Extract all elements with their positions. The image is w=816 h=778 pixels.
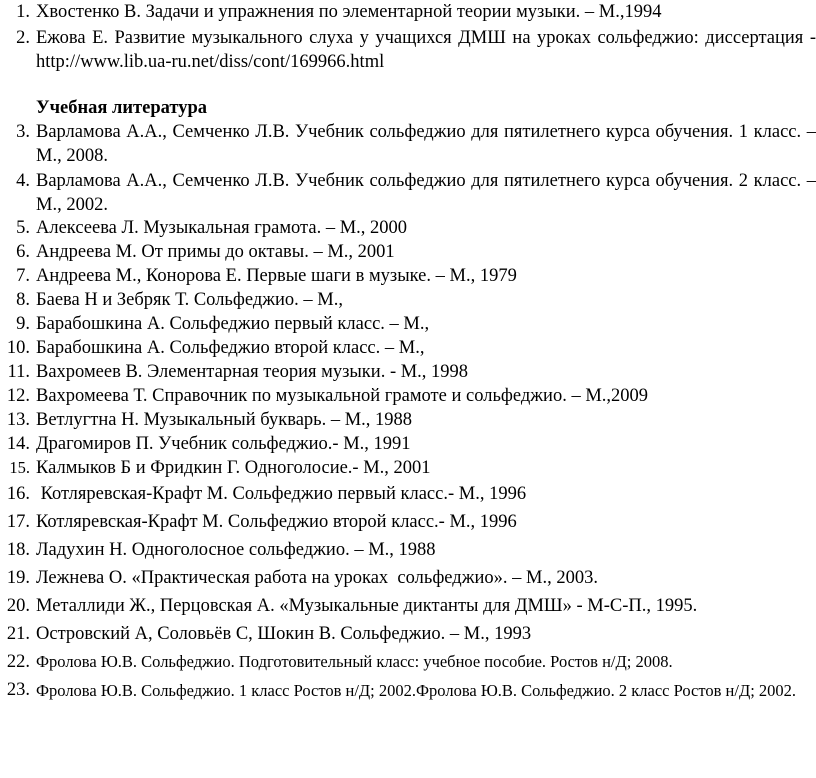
item-number: 12. xyxy=(6,386,30,406)
item-text: Варламова А.А., Семченко Л.В. Учебник сольфеджио для пятилетнего курса обучения. 2 класс. – М., 2002. xyxy=(36,171,816,215)
item-number: 13. xyxy=(6,410,30,430)
item-text: Алексеева Л. Музыкальная грамота. – М., 2000 xyxy=(36,218,408,238)
item-text: Андреева М., Конорова Е. Первые шаги в музыке. – М., 1979 xyxy=(36,266,517,286)
item-text: Вахромеева Т. Справочник по музыкальной грамоте и сольфеджио. – М.,2009 xyxy=(36,386,649,406)
item-text: Фролова Ю.В. Сольфеджио. 1 класс Ростов н/Д; 2002.Фролова Ю.В. Сольфеджио. 2 класс Ростов н/Д; 2002. xyxy=(36,681,797,700)
item-text: Островский А, Соловьёв С, Шокин В. Сольфеджио. – М., 1993 xyxy=(36,624,532,644)
item-number: 18. xyxy=(6,540,30,560)
item-number: 5. xyxy=(16,218,30,238)
item-number: 7. xyxy=(16,266,30,286)
item-text: Варламова А.А., Семченко Л.В. Учебник сольфеджио для пятилетнего курса обучения. 1 класс. – М., 2008. xyxy=(36,122,816,166)
item-text: Андреева М. От примы до октавы. – М., 2001 xyxy=(36,242,395,262)
item-number: 21. xyxy=(6,624,30,644)
item-number: 4. xyxy=(16,171,30,191)
item-text: Барабошкина А. Сольфеджио второй класс. – М., xyxy=(36,338,425,358)
item-text: Баева Н и Зебряк Т. Сольфеджио. – М., xyxy=(36,290,343,310)
item-number: 15. xyxy=(9,458,30,477)
item-text: Ладухин Н. Одноголосное сольфеджио. – М., 1988 xyxy=(36,540,436,560)
item-number: 16. xyxy=(6,484,30,504)
item-number: 2. xyxy=(16,28,30,48)
item-number: 19. xyxy=(6,568,30,588)
item-text: Барабошкина А. Сольфеджио первый класс. – М., xyxy=(36,314,430,334)
item-number: 20. xyxy=(6,596,30,616)
item-number: 8. xyxy=(16,290,30,310)
item-number: 17. xyxy=(6,512,30,532)
item-number: 22. xyxy=(6,652,30,672)
item-number: 11. xyxy=(7,362,30,382)
item-text: Лежнева О. «Практическая работа на уроках сольфеджио». – М., 2003. xyxy=(36,568,598,588)
item-text: Металлиди Ж., Перцовская А. «Музыкальные диктанты для ДМШ» - М-С-П., 1995. xyxy=(36,596,698,616)
item-number: 14. xyxy=(6,434,30,454)
item-text: Калмыков Б и Фридкин Г. Одноголосие.- М., 2001 xyxy=(36,458,431,478)
item-text: Драгомиров П. Учебник сольфеджио.- М., 1991 xyxy=(36,434,411,454)
item-text: Ветлугтна Н. Музыкальный букварь. – М., 1988 xyxy=(36,410,413,430)
item-number: 6. xyxy=(16,242,30,262)
item-number: 23. xyxy=(6,680,30,700)
item-text: Котляревская-Крафт М. Сольфеджио второй класс.- М., 1996 xyxy=(36,512,517,532)
item-number: 3. xyxy=(16,122,30,142)
item-number: 1. xyxy=(16,2,30,22)
item-text: Фролова Ю.В. Сольфеджио. Подготовительный класс: учебное пособие. Ростов н/Д; 2008. xyxy=(36,652,673,671)
item-text: Хвостенко В. Задачи и упражнения по элементарной теории музыки. – М.,1994 xyxy=(36,2,662,22)
item-number: 9. xyxy=(16,314,30,334)
item-number: 10. xyxy=(6,338,30,358)
section-heading: Учебная литература xyxy=(36,98,208,118)
item-text: Вахромеев В. Элементарная теория музыки. - М., 1998 xyxy=(36,362,469,382)
item-text: Ежова Е. Развитие музыкального слуха у учащихся ДМШ на уроках сольфеджио: диссертация - http://www.lib.ua-ru.net/diss/cont/169966.html xyxy=(36,28,816,72)
item-text: Котляревская-Крафт М. Сольфеджио первый класс.- М., 1996 xyxy=(36,484,527,504)
